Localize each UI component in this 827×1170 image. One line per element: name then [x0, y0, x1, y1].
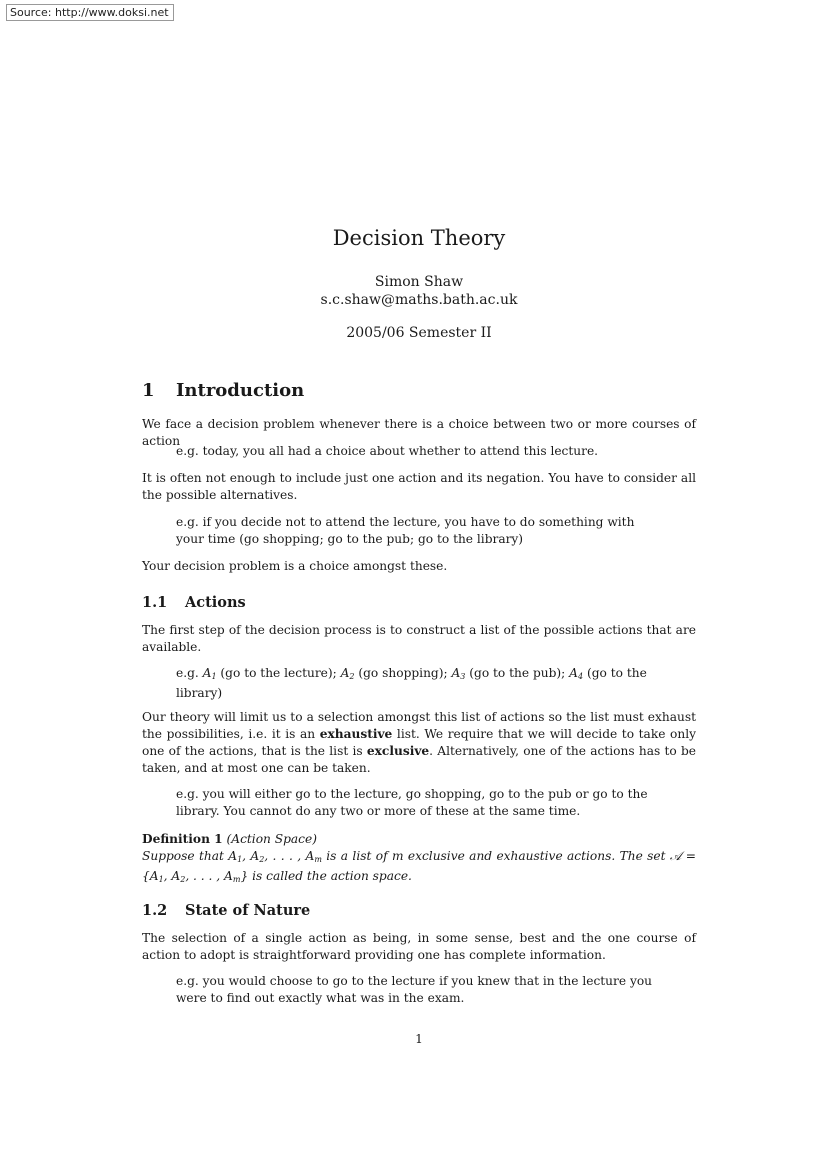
source-label[interactable]: Source: http://www.doksi.net	[6, 4, 174, 21]
subsection-heading-state-of-nature	[142, 902, 310, 919]
definition-label: Definition 1	[142, 832, 223, 846]
example: e.g. if you decide not to attend the lecture, you have to do something with your time (go shopping; go to the pub; go to the library)	[176, 515, 635, 546]
text-run: is a list of	[321, 849, 392, 863]
author-block	[142, 273, 696, 309]
example: e.g. you would choose to go to the lecture if you knew that in the lecture you were to find out exactly what was in the exam.	[176, 974, 653, 1005]
subsection-heading-actions	[142, 594, 246, 611]
subsection-title: Actions	[185, 594, 246, 611]
document-date: 2005/06 Semester II	[346, 325, 492, 341]
example: e.g. today, you all had a choice about whether to attend this lecture.	[176, 444, 599, 458]
author-name: Simon Shaw	[374, 274, 464, 290]
definition-block: Definition 1 (Action Space) Suppose that $A_1$, $A_2$, . . . , $A_m$ is a list of m exclusive and exhaustive actions. The set 𝒜 = {$A_1$, $A_2$, . . . , $A_m$} is called the action space.	[142, 832, 696, 884]
paragraph: The selection of a single action as being, in some sense, best and the one course of action to adopt is straightforward providing one has complete information.	[142, 931, 696, 962]
action-3-text: (go to the pub);	[465, 666, 570, 680]
subsection-number: 1.2	[142, 902, 168, 919]
example: e.g. you will either go to the lecture, go shopping, go to the pub or go to the library. You cannot do any two or more of these at the same time.	[176, 787, 648, 818]
subsection-number: 1.1	[142, 594, 168, 611]
paragraph: It is often not enough to include just one action and its negation. You have to consider all the possible alternatives.	[142, 471, 696, 502]
example-actions-list: e.g. $A_1$ (go to the lecture); $A_2$ (go shopping); $A_3$ (go to the pub); $A_4$ (go to the library)	[176, 666, 647, 700]
page-number: 1	[415, 1032, 423, 1046]
section-number: 1	[142, 380, 155, 401]
definition-name: (Action Space)	[226, 832, 317, 846]
section-title: Introduction	[176, 380, 305, 401]
paragraph-exhaustive-exclusive	[142, 709, 696, 777]
subsection-title: State of Nature	[185, 902, 311, 919]
text-run: Suppose that	[142, 849, 229, 863]
action-4-text: (go to the library)	[176, 666, 647, 700]
paragraph: Your decision problem is a choice amongst these.	[142, 559, 448, 573]
paragraph: We face a decision problem whenever there is a choice between two or more courses of action	[142, 417, 696, 448]
document-title: Decision Theory	[332, 226, 506, 250]
text-run: . Alternatively, one of the actions has to be taken, and at most one can be taken.	[142, 744, 696, 775]
action-2-text: (go shopping);	[354, 666, 452, 680]
text-run: exclusive and exhaustive actions. The set	[403, 849, 670, 863]
text-run: list. We require that we will decide to take only one of the actions, that is the list is	[142, 727, 696, 758]
author-email: s.c.shaw@maths.bath.ac.uk	[320, 292, 518, 308]
bold-term: exclusive	[366, 744, 430, 758]
bold-term: exhaustive	[319, 727, 393, 741]
text-run: is called the action space.	[248, 869, 412, 883]
section-heading-introduction	[142, 380, 304, 401]
text-run: Our theory will limit us to a selection amongst this list of actions so the list must exhaust the possibilities, i.e. it is an	[142, 710, 696, 741]
example-prefix: e.g.	[176, 666, 199, 680]
paragraph: The first step of the decision process is to construct a list of the possible actions that are available.	[142, 623, 696, 654]
action-1-text: (go to the lecture);	[216, 666, 341, 680]
